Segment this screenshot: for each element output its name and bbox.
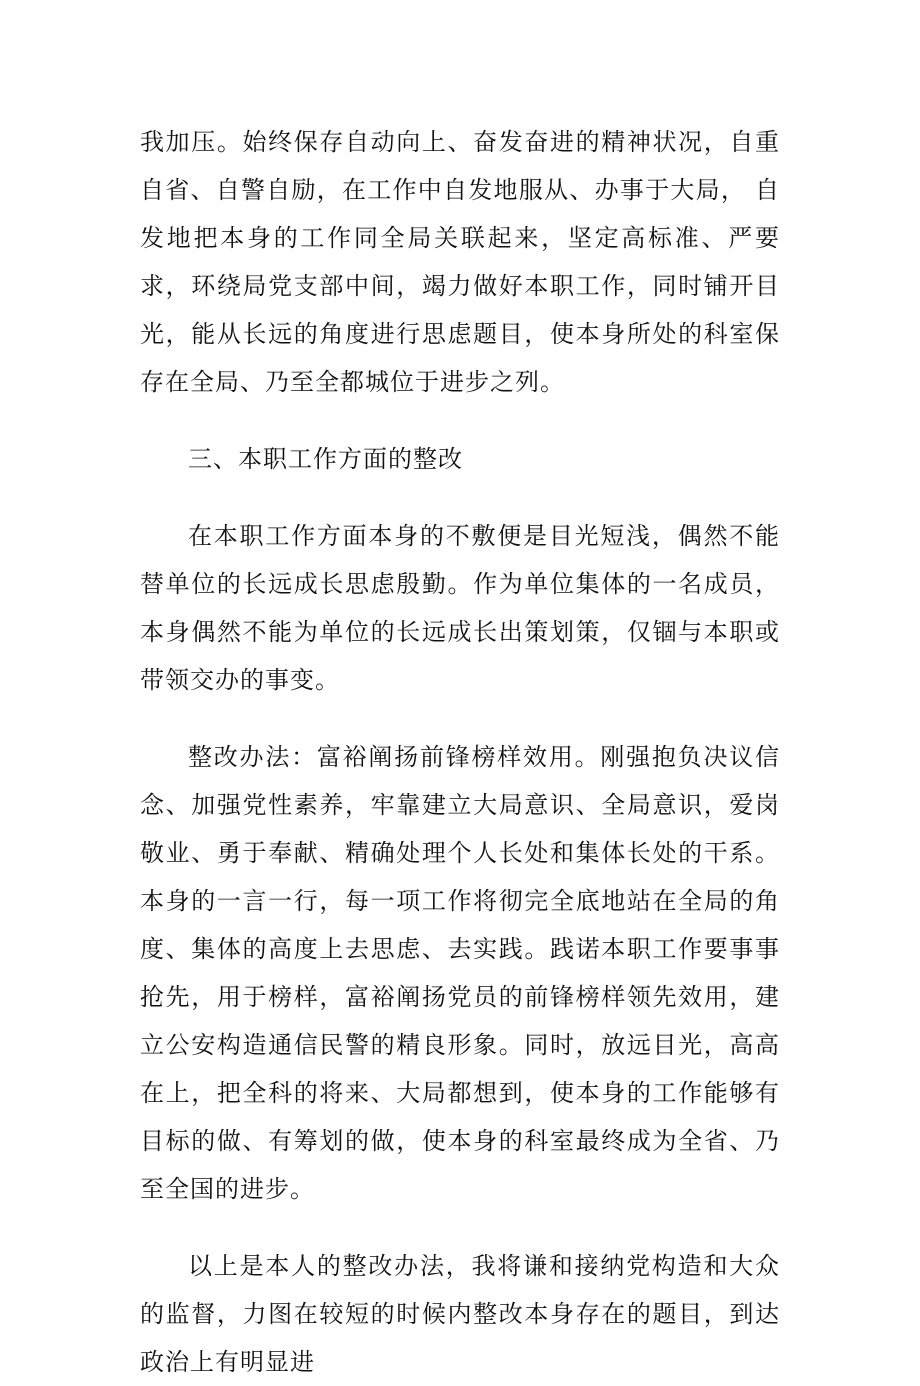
paragraph-continuation: 我加压。始终保存自动向上、奋发奋进的精神状况，自重自省、自警自励，在工作中自发地服从、办事于大局， 自发地把本身的工作同全局关联起来，坚定高标准、严要求，环绕局党支部中间，竭力做好本职工作，同时铺开目光，能从长远的角度进行思虑题目，使本身所处的科室保存在全局、乃至全都城位于进步之列。 xyxy=(140,128,780,396)
paragraph-conclusion: 以上是本人的整改办法，我将谦和接纳党构造和大众的监督，力图在较短的时候内整改本身存在的题目，到达政治上有明显进 xyxy=(140,1252,780,1376)
section-heading: 三、本职工作方面的整改 xyxy=(188,445,463,473)
paragraph-shortcomings: 在本职工作方面本身的不敷便是目光短浅，偶然不能替单位的长远成长思虑殷勤。作为单位集体的一名成员，本身偶然不能为单位的长远成长出策划策，仅锢与本职或带领交办的事变。 xyxy=(140,522,780,694)
paragraph-rectification-measures: 整改办法：富裕阐扬前锋榜样效用。刚强抱负决议信念、加强党性素养，牢靠建立大局意识、全局意识，爱岗敬业、勇于奉献、精确处理个人长处和集体长处的干系。本身的一言一行，每一项工作将彻完全底地站在全局的角度、集体的高度上去思虑、去实践。践诺本职工作要事事抢先，用于榜样，富裕阐扬党员的前锋榜样领先效用，建立公安构造通信民警的精良形象。同时，放远目光，高高在上，把全科的将来、大局都想到，使本身的工作能够有目标的做、有筹划的做，使本身的科室最终成为全省、乃至全国的进步。 xyxy=(140,743,780,1203)
